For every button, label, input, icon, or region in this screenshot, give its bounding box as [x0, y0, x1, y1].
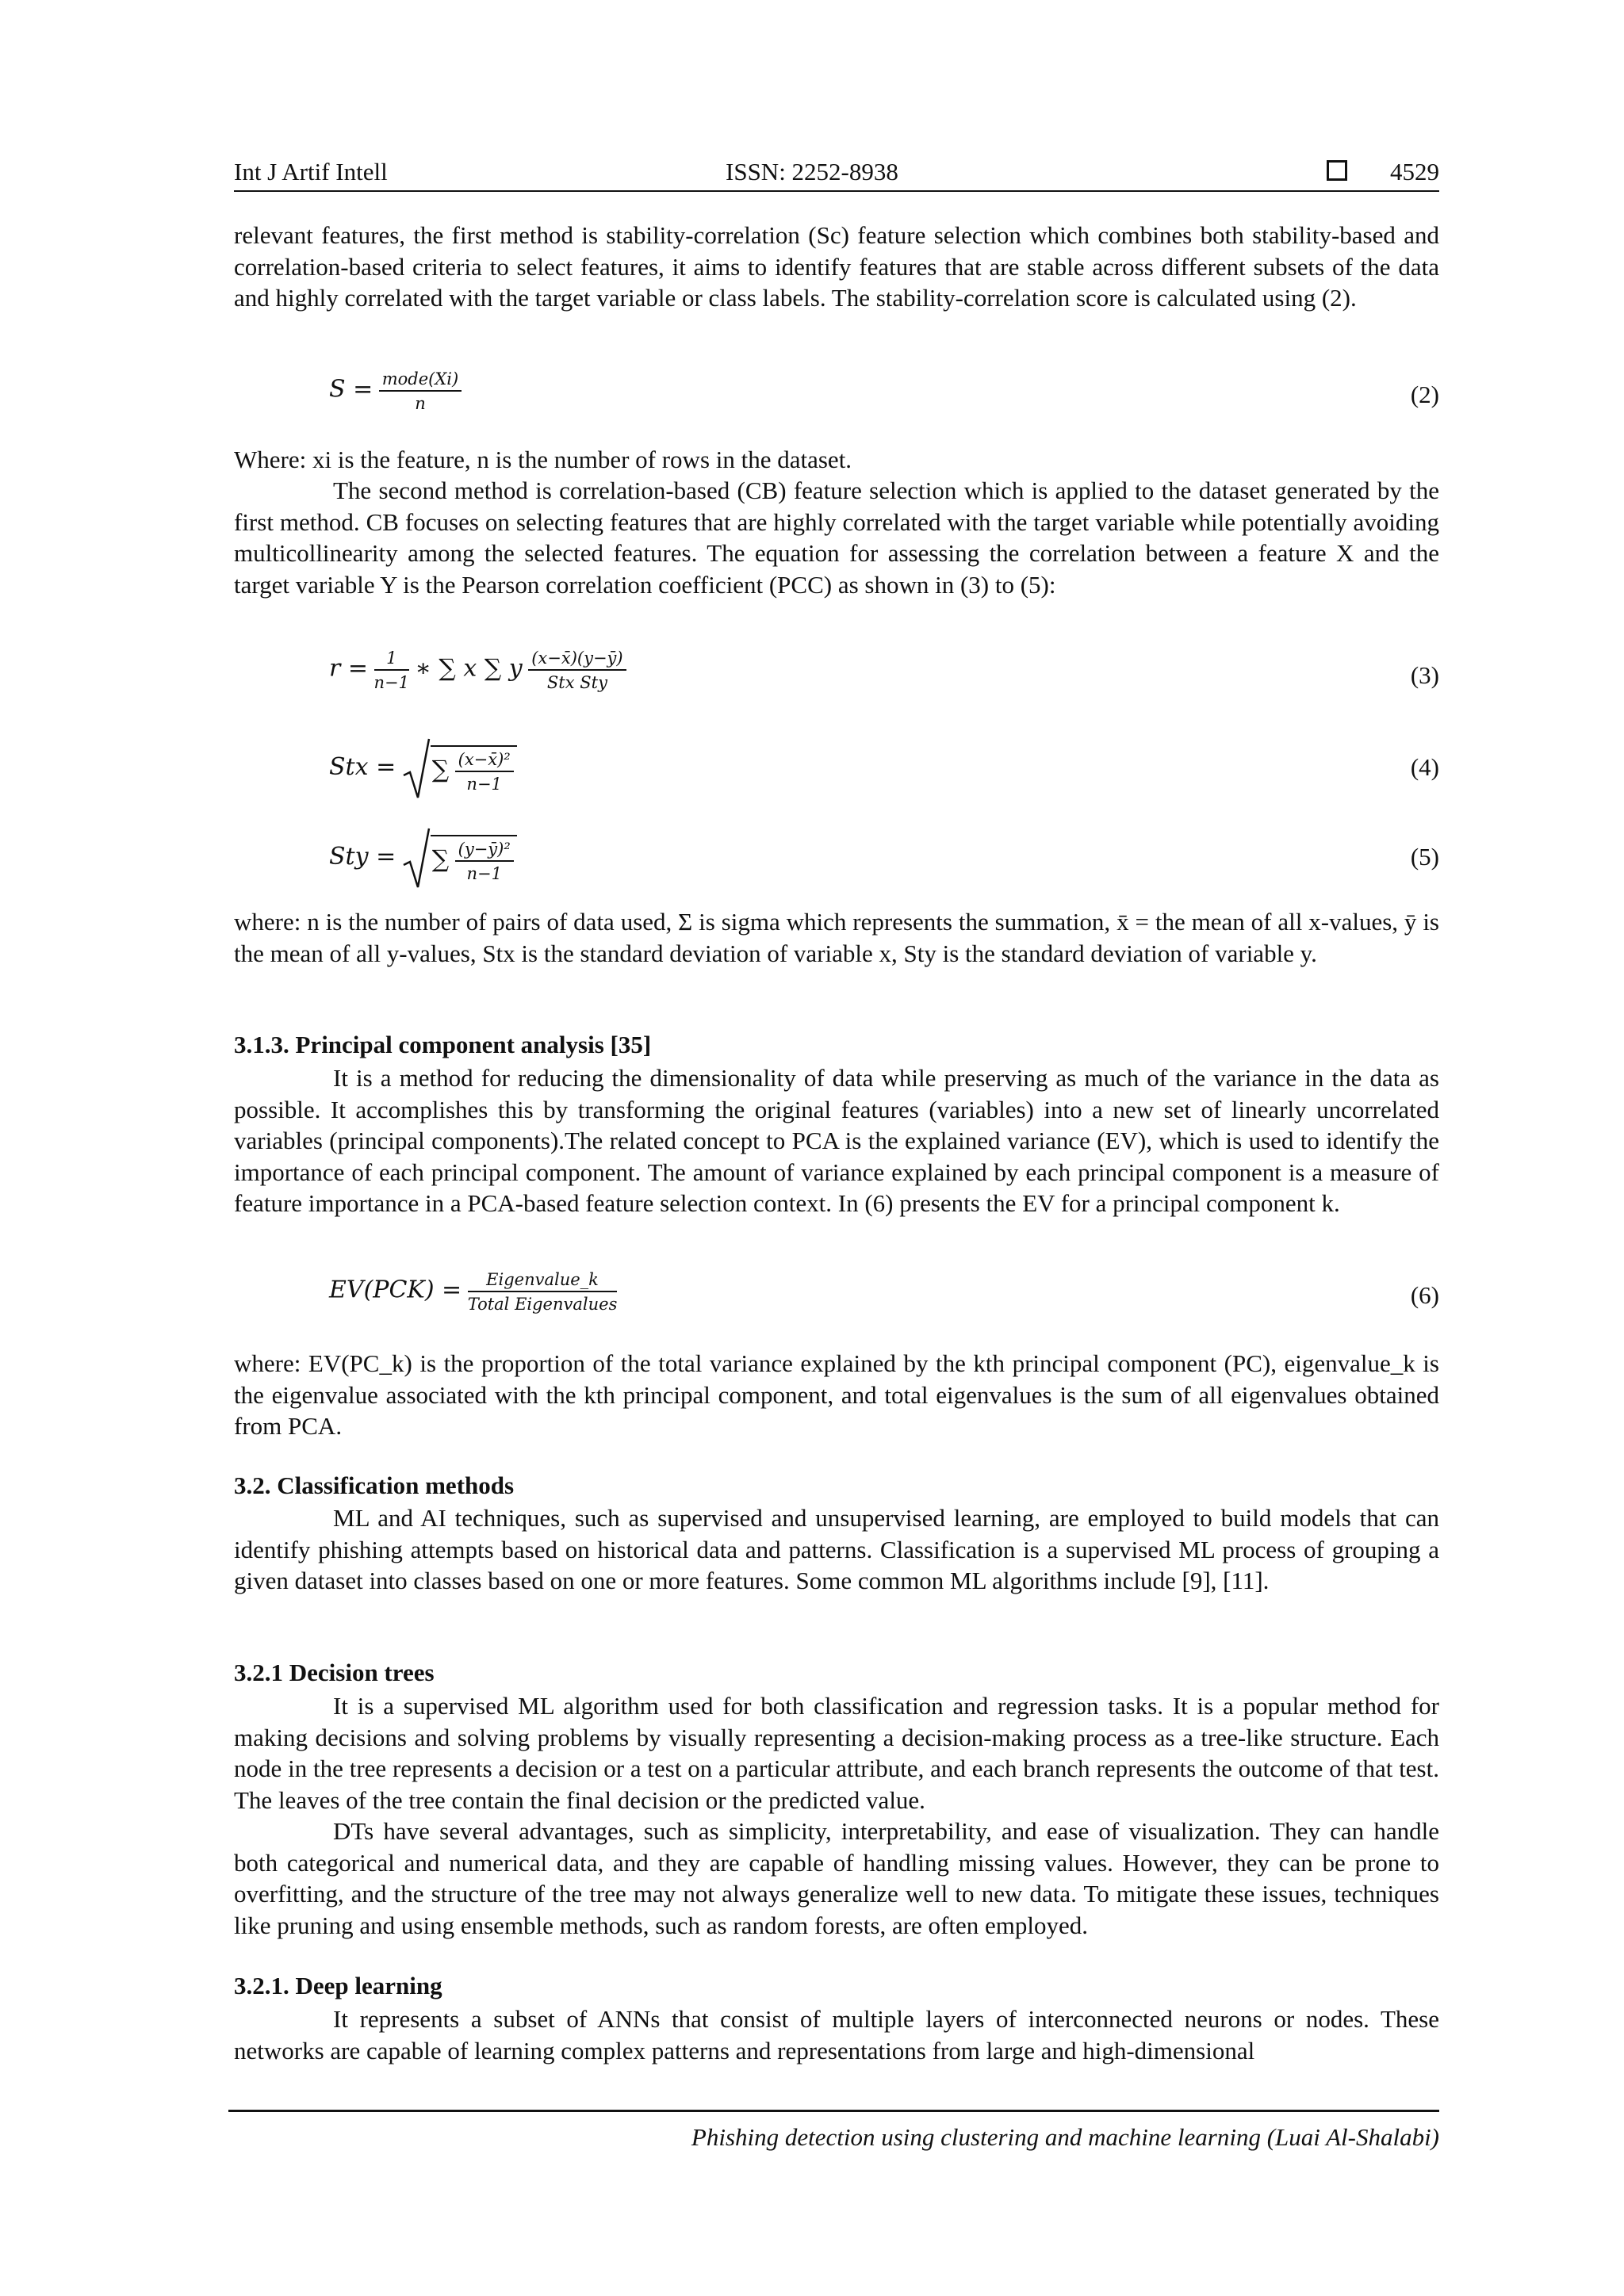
section-heading-321: 3.2.1 Decision trees — [234, 1659, 435, 1686]
paragraph-classification: ML and AI techniques, such as supervised and unsupervised learning, are employed to build models that can identify phishing attempts based on historical data and patterns. Classification is a supervised ML process of grouping a given dataset into classes based on one or more features. Some common ML algorithms include [9], [11]. — [234, 1504, 1439, 1595]
eq3-f2-denominator: Stx Sty — [546, 673, 607, 692]
section-heading-deep-learning: 3.2.1. Deep learning — [234, 1972, 442, 1999]
equation-4 — [329, 737, 1439, 801]
eq2-number: (2) — [1410, 381, 1439, 408]
running-header — [234, 155, 1439, 189]
eq2-denominator: n — [415, 394, 426, 413]
eq4-fraction — [455, 750, 514, 794]
paragraph-stability-correlation: relevant features, the first method is stability-correlation (Sc) feature selection which combines both stability-based and correlation-based criteria to select features, it aims to identify features that are stable across different subsets of the data and highly correlated with the target variable or class labels. The stability-correlation score is calculated using (2). — [234, 221, 1439, 312]
equation-2 — [329, 369, 1439, 425]
footer-rule — [228, 2110, 1439, 2112]
square-root-icon — [402, 827, 431, 890]
eq3-fraction-2 — [528, 649, 626, 692]
eq5-numerator: (y−ȳ)² — [455, 840, 514, 862]
paragraph-decision-trees-1: It is a supervised ML algorithm used for both classification and regression tasks. It is a popular method for making decisions and solving problems by visually representing a decision-making process as a tree-like structure. Each node in the tree represents a decision or a test on a particular attribute, and each branch represents the outcome of that test. The leaves of the tree contain the final decision or the predicted value. — [234, 1692, 1439, 1814]
eq3-f2-numerator: (x−x̄)(y−ȳ) — [528, 649, 626, 671]
equation-6 — [329, 1270, 1439, 1326]
running-footer: Phishing detection using clustering and machine learning (Luai Al-Shalabi) — [691, 2123, 1439, 2151]
eq5-number: (5) — [1410, 843, 1439, 871]
eq6-numerator: Eigenvalue_k — [468, 1270, 618, 1292]
eq5-sigma: ∑ — [431, 844, 450, 873]
eq5-denominator: n−1 — [466, 863, 502, 883]
eq3-f1-denominator: n−1 — [373, 673, 409, 692]
eq3-lhs: r = — [329, 654, 369, 683]
equation-3 — [329, 649, 1439, 704]
square-icon — [1327, 160, 1347, 181]
issn: ISSN: 2252-8938 — [726, 158, 898, 186]
eq3-summation: ∗ ∑ x ∑ y — [415, 654, 523, 683]
eq3-f1-numerator: 1 — [374, 649, 409, 671]
eq4-number: (4) — [1410, 753, 1439, 781]
eq6-number: (6) — [1410, 1281, 1439, 1309]
eq5-radicand — [431, 835, 517, 883]
eq4-sigma: ∑ — [431, 755, 450, 783]
eq5-fraction — [455, 840, 514, 883]
eq6-lhs: EV(PCK) = — [329, 1276, 462, 1304]
section-heading-32: 3.2. Classification methods — [234, 1471, 515, 1499]
section-heading-313: 3.1.3. Principal component analysis [35] — [234, 1031, 652, 1058]
paragraph-correlation-based: The second method is correlation-based (CB) feature selection which is applied to the dataset generated by the first method. CB focuses on selecting features that are highly correlated with the target variable while potentially avoiding multicollinearity among the selected features. The equation for assessing the correlation between a feature X and the target variable Y is the Pearson correlation coefficient (PCC) as shown in (3) to (5): — [234, 476, 1439, 599]
eq4-numerator: (x−x̄)² — [455, 750, 514, 772]
eq6-fraction — [468, 1270, 618, 1314]
eq2-fraction — [379, 369, 462, 413]
eq3-number: (3) — [1410, 661, 1439, 689]
eq2-numerator: mode(Xi) — [379, 369, 462, 392]
eq5-lhs: Sty = — [329, 842, 396, 871]
square-root-icon — [402, 737, 431, 801]
page-number: 4529 — [1390, 158, 1439, 186]
paragraph-decision-trees-2: DTs have several advantages, such as simplicity, interpretability, and ease of visualization. They can handle both categorical and numerical data, and they are capable of handling missing values. However, they can be prone to overfitting, and the structure of the tree may not always generalize well to new data. To mitigate these issues, techniques like pruning and using ensemble methods, such as random forests, are often employed. — [234, 1817, 1439, 1939]
where-ev-text: where: EV(PC_k) is the proportion of the total variance explained by the kth principal component (PC), eigenvalue_k is the eigenvalue associated with the kth principal component, and total eigenvalues is the sum of all eigenvalues obtained from PCA. — [234, 1349, 1439, 1441]
equation-5 — [329, 827, 1439, 890]
header-rule — [234, 190, 1439, 192]
eq4-radicand — [431, 745, 517, 794]
paragraph-pca: It is a method for reducing the dimensionality of data while preserving as much of the variance in the data as possible. It accomplishes this by transforming the original features (variables) into a new set of linearly uncorrelated variables (principal components).The related concept to PCA is the explained variance (EV), which is used to identify the importance of each principal component. The amount of variance explained by each principal component is a measure of feature importance in a PCA-based feature selection context. In (6) presents the EV for a principal component k. — [234, 1064, 1439, 1218]
eq4-denominator: n−1 — [466, 774, 502, 794]
journal-name: Int J Artif Intell — [234, 158, 388, 186]
eq4-lhs: Stx = — [329, 752, 396, 781]
paragraph-deep-learning: It represents a subset of ANNs that consist of multiple layers of interconnected neurons or nodes. These networks are capable of learning complex patterns and representations from large and high-dimensional — [234, 2005, 1439, 2064]
eq6-denominator: Total Eigenvalues — [467, 1295, 618, 1314]
where-feature-text: Where: xi is the feature, n is the number of rows in the dataset. — [234, 446, 852, 473]
eq3-fraction-1 — [374, 649, 409, 692]
where-pcc-text: where: n is the number of pairs of data used, Σ is sigma which represents the summation, x̄ = the mean of all x-values, ȳ is the mean of all y-values, Stx is the standard deviation of variable x, Sty is the standard deviation of variable y. — [234, 908, 1439, 967]
eq2-lhs: S = — [329, 375, 373, 404]
